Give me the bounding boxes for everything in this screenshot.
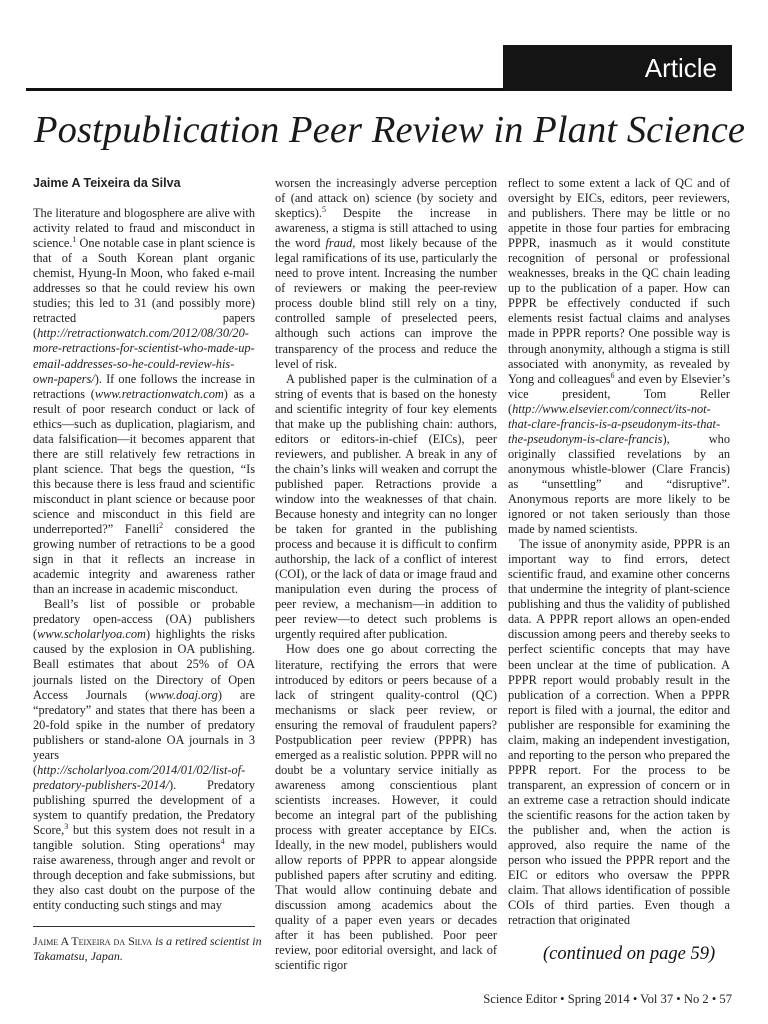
text-run: Beall’s list of possible or probable predatory open-access (OA) publishers ( <box>33 597 255 642</box>
body-paragraph <box>508 537 730 928</box>
column-1 <box>33 176 255 913</box>
text-run: worsen the increasingly adverse perception of (and attack on) science (by society and skeptics). <box>275 176 497 221</box>
body-paragraph <box>275 372 497 643</box>
body-paragraph <box>33 206 255 597</box>
article-title: Postpublication Peer Review in Plant Science <box>34 109 746 151</box>
italic-run: fraud <box>325 236 353 251</box>
italic-run: www.scholarlyoa.com <box>37 627 146 642</box>
citation-superscript: 4 <box>220 837 225 847</box>
italic-run: www.doaj.org <box>149 687 218 702</box>
section-label: Article <box>503 45 732 91</box>
text-run: One notable case in plant science is that of a South Korean plant organic chemist, Hyung-In Moon, who faked e-mail addresses so that he could review his own studies; this led to 31 (and possibly more) retracted papers ( <box>33 236 255 341</box>
continued-note: (continued on page 59) <box>543 944 716 964</box>
body-paragraph <box>508 176 730 537</box>
body-paragraph <box>275 642 497 973</box>
text-run: ) highlights the risks caused by the explosion in OA publishing. Beall estimates that about 25% of OA journals listed on the Directory of Open Access Journals ( <box>33 627 255 702</box>
column-2 <box>275 176 497 973</box>
text-run: ) as a result of poor research conduct or lack of ethics—such as duplication, plagiarism, and data falsification—it becomes apparent that there are still relatively few retractions in plant science. That begs the question, “Is this because there is less fraud and scientific misconduct in plant science or because poor science and misconduct in this field are underreported?” Fanelli <box>33 386 255 537</box>
page-footer: Science Editor • Spring 2014 • Vol 37 • No 2 • 57 <box>483 992 732 1006</box>
text-run: but this system does not result in a tangible solution. Sting operations <box>33 822 255 853</box>
citation-superscript: 6 <box>610 370 615 380</box>
body-paragraph <box>33 597 255 913</box>
author-bio <box>33 934 263 964</box>
text-run: A published paper is the culmination of a string of events that is based on the honesty and scientific integrity of four key elements that make up the publishing chain: authors, editors or editors-in-chief (EICs), peer reviewers, and publisher. A break in any of the chain’s links will weaken and corrupt the published paper. Retractions provide a window into the weaknesses of that chain. Because honesty and integrity can no longer be taken for granted in the publishing process and because it is difficult to confirm authorship, the lack of a conflict of interest (COI), or the lack of data or image fraud and manipulation even during the process of peer review, a mechanism—in addition to peer review—to detect such problems is urgently required after publication. <box>275 371 497 642</box>
text-run: The literature and blogosphere are alive with activity related to fraud and misconduct in science. <box>33 206 255 251</box>
text-run: ) are “predatory” and states that there has been a 20-fold spike in the number of predatory publishers or stand-alone OA journals in 3 years ( <box>33 687 255 777</box>
text-run: ), who originally classified revelations by an anonymous whistle-blower (Clare Francis) as “unsettling” and “disruptive”. Anonymous reports are more likely to be ignored or not taken seriously than those made by named scientists. <box>508 431 730 537</box>
text-run: ). Predatory publishing spurred the development of a system to quantify predation, the Predatory Score, <box>33 777 255 837</box>
column-3 <box>508 176 730 928</box>
text-run: and even by Elsevier’s vice president, Tom Reller ( <box>508 371 730 416</box>
citation-superscript: 3 <box>64 821 69 831</box>
text-run: Despite the increase in awareness, a stigma is still attached to using the word <box>275 206 497 251</box>
text-run: How does one go about correcting the literature, rectifying the errors that were introduced by editors or peers because of a lack of stringent quality-control (QC) mechanisms or slack peer review, or ensuring the removal of fraudulent papers? Postpublication peer review (PPPR) has emerged as a realistic solution. PPPR will no doubt be a voluntary service initially as awareness among conscientious plant scientists increases. However, it could become an integral part of the publishing process with greater acceptance by EICs. Ideally, in the new model, publishers would allow reports of PPPR to appear alongside published papers after scrutiny and editing. That would allow continuing debate and discussion among academics about the quality of a paper even years or decades after it has been published. Poor peer review, poor editorial oversight, and lack of scientific rigor <box>275 642 497 973</box>
author-byline: Jaime A Teixeira da Silva <box>33 176 181 190</box>
italic-run: http://scholarlyoa.com/2014/01/02/list-of-predatory-publishers-2014/ <box>33 762 246 792</box>
bio-text: is a retired scientist in Takamatsu, Japan. <box>33 934 262 963</box>
text-run: may raise awareness, through anger and revolt or through deception and fake submissions, but they also cast doubt on the purpose of the entity conducting such stings and may <box>33 838 256 913</box>
text-run: The issue of anonymity aside, PPPR is an important way to find errors, detect scientific fraud, and examine other concerns that undermine the integrity of plant-science publishing and thus the validity of published data. A PPPR report allows an open-ended discussion among peers and thereby seeks to perfect scientific concepts that may have been unclear at the time of publication. A PPPR report would probably result in the publication of a correction. When a PPPR report is filed with a journal, the editor and publisher are responsible for examining the claim, making an independent investigation, and reporting to the person who prepared the PPPR report. For the process to be transparent, an expression of concern or in an extreme case a retraction should indicate the scientific reasons for the action taken by the publisher and, when the action is approved, also require the name of the person who issued the PPPR report and the EIC or editors who oversaw the PPPR claim. That allows identification of possible COIs of third parties. Even though a retraction that originated <box>508 537 730 928</box>
italic-run: http://retractionwatch.com/2012/08/30/20-more-retractions-for-scientist-who-made-up-email-addresses-so-he-could-review-his-own-papers/ <box>33 326 255 386</box>
citation-superscript: 5 <box>321 205 326 215</box>
text-run: , most likely because of the legal ramifications of its use, particularly the need to prove intent. Increasing the number of reviewers or making the peer-review process double blind still rely on a tiny, controlled sample of preselected peers, although such actions can improve the transparency of the process and reduce the level of risk. <box>275 236 497 371</box>
text-run: reflect to some extent a lack of QC and of oversight by EICs, editors, peer reviewers, and publishers. There may be little or no appetite in those four parties for embracing PPPR, inasmuch as it would constitute recognition of personal or professional weaknesses, breaks in the QC chain leading up to the publication of a paper. How can PPPR be effectively conducted if such elements resist factual claims and analyses made in PPPR reports? One possible way is through anonymity, although a stigma is still associated with anonymity, as revealed by Yong and colleagues <box>508 176 730 386</box>
text-run: considered the growing number of retractions to be a good sign in that it reflects an increase in academic integrity and awareness rather than an increase in academic misconduct. <box>33 522 255 597</box>
italic-run: http://www.elsevier.com/connect/its-not-that-clare-francis-is-a-pseudonym-its-that-the-pseudonym-is-clare-francis <box>508 401 721 446</box>
bio-author-name: Jaime A Teixeira da Silva <box>33 934 153 948</box>
citation-superscript: 1 <box>72 235 77 245</box>
citation-superscript: 2 <box>159 521 164 531</box>
body-paragraph <box>275 176 497 372</box>
text-run: ). If one follows the increase in retractions ( <box>33 371 255 401</box>
bio-divider <box>33 926 255 927</box>
italic-run: www.retractionwatch.com <box>94 386 224 401</box>
